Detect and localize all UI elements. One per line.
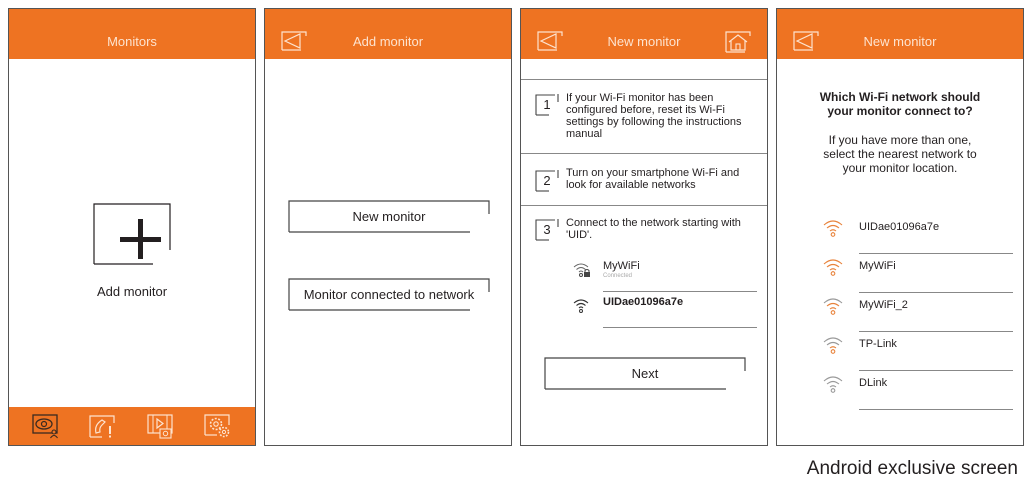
page-title: New monitor (863, 34, 937, 49)
step-number: 2 (543, 173, 551, 188)
plus-icon (93, 203, 171, 265)
monitor-view-icon[interactable] (31, 413, 61, 439)
media-gallery-icon[interactable] (146, 413, 176, 439)
wifi-signal-2-icon (823, 336, 843, 354)
button-label: New monitor (352, 209, 426, 224)
network-status: Connected (603, 273, 633, 279)
step-text: Connect to the network starting with 'UID'. (566, 217, 741, 241)
wifi-locked-icon (573, 262, 591, 278)
header-bar (9, 9, 255, 59)
home-icon[interactable] (725, 31, 751, 53)
network-row-mywifi[interactable] (571, 258, 757, 292)
step-number: 3 (543, 222, 551, 237)
wifi-row-mywifi-2[interactable] (823, 293, 1013, 332)
divider (603, 291, 757, 292)
step-1 (521, 79, 767, 154)
network-name: TP-Link (859, 338, 897, 350)
wifi-icon (573, 298, 591, 314)
header-bar (265, 9, 511, 59)
network-name: MyWiFi (859, 260, 896, 272)
step-text: Turn on your smartphone Wi-Fi and look for available networks (566, 167, 740, 191)
wifi-row-uid[interactable] (823, 215, 1013, 254)
button-label: Next (631, 366, 659, 381)
divider (603, 327, 757, 328)
new-monitor-steps-screen (520, 8, 768, 446)
next-button[interactable] (544, 357, 746, 390)
page-title: Add monitor (352, 34, 424, 49)
network-name: UIDae01096a7e (859, 221, 940, 233)
back-icon[interactable] (281, 31, 307, 51)
wifi-row-tp-link[interactable] (823, 332, 1013, 371)
network-name: MyWiFi (603, 260, 640, 272)
settings-icon[interactable] (203, 413, 233, 439)
header-bar (521, 9, 767, 59)
wifi-signal-3-icon (823, 297, 843, 315)
wifi-row-mywifi[interactable] (823, 254, 1013, 293)
network-row-uid[interactable] (571, 294, 757, 328)
network-name: UIDae01096a7e (603, 296, 684, 308)
divider (859, 409, 1013, 410)
step-text: If your Wi-Fi monitor has been configured before, reset its Wi-Fi settings by following the instructions manual (566, 92, 742, 140)
page-title: New monitor (607, 34, 681, 49)
back-icon[interactable] (793, 31, 819, 51)
step-3 (521, 205, 767, 447)
network-name: DLink (859, 377, 888, 389)
hint-text: If you have more than one, select the nearest network to your monitor location. (823, 133, 977, 175)
caption: Android exclusive screen (806, 458, 1018, 479)
add-monitor-screen (264, 8, 512, 446)
network-name: MyWiFi_2 (859, 299, 908, 311)
step-number: 1 (543, 97, 551, 112)
button-label: Monitor connected to network (303, 287, 475, 302)
add-monitor-label: Add monitor (96, 284, 168, 299)
bottom-tab-bar (9, 407, 255, 445)
monitors-screen (8, 8, 256, 446)
call-log-icon[interactable] (88, 413, 118, 439)
step-2 (521, 153, 767, 206)
new-monitor-button[interactable] (288, 200, 490, 233)
monitor-connected-button[interactable] (288, 278, 490, 311)
header-bar (777, 9, 1023, 59)
question-heading: Which Wi-Fi network should your monitor connect to? (819, 90, 981, 118)
wifi-signal-full-icon (823, 219, 843, 237)
wifi-signal-full-icon (823, 258, 843, 276)
wifi-select-screen (776, 8, 1024, 446)
page-title: Monitors (107, 34, 157, 49)
wifi-row-dlink[interactable] (823, 371, 1013, 410)
back-icon[interactable] (537, 31, 563, 51)
wifi-signal-1-icon (823, 375, 843, 393)
add-monitor-button[interactable] (93, 203, 171, 265)
